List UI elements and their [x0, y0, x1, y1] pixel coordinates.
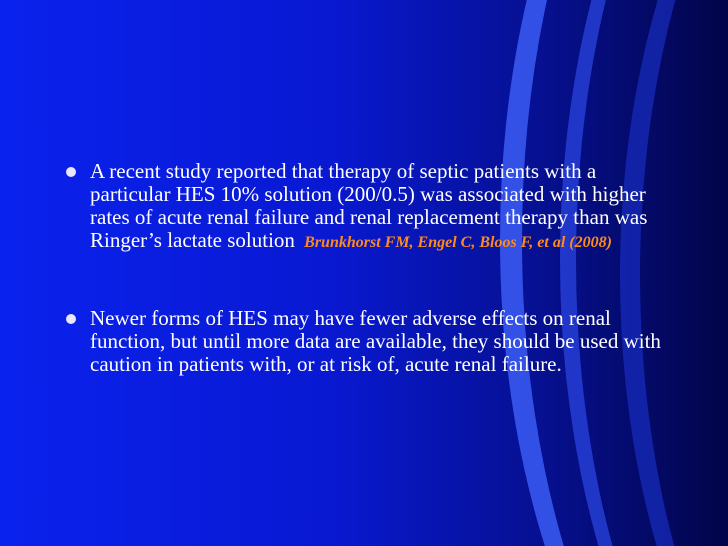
bullet-item — [66, 160, 666, 254]
bullet-text: A recent study reported that therapy of septic patients with a particular HES 10% solution (200/0.5) was associated with higher rates of acute renal failure and renal replacement therapy than was Ringer’s lactate solution — [90, 159, 648, 252]
bullet-icon — [66, 314, 76, 324]
citation: Brunkhorst FM, Engel C, Bloos F, et al (2008) — [304, 234, 612, 251]
bullet-icon — [66, 167, 76, 177]
bullet-text: Newer forms of HES may have fewer adverse effects on renal function, but until more data are available, they should be used with caution in patients with, or at risk of, acute renal failure. — [90, 306, 661, 376]
slide-body — [66, 160, 666, 429]
bullet-item — [66, 307, 666, 376]
